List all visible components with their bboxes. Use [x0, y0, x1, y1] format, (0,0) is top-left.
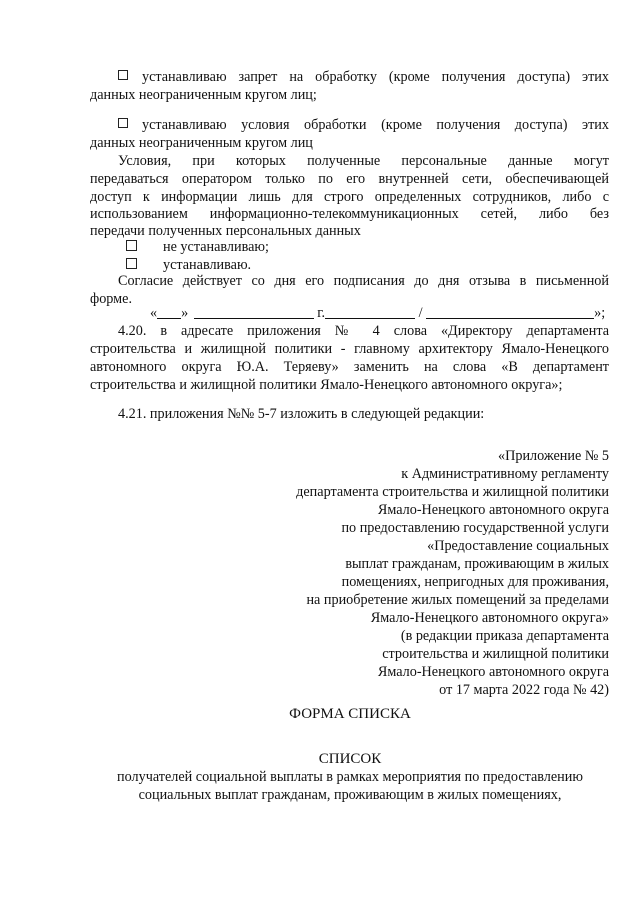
- conditions-line-1: Условия, при которых полученные персональные данные могут: [118, 153, 609, 169]
- month-blank: [194, 305, 314, 319]
- item-4-21: 4.21. приложения №№ 5-7 изложить в следующей редакции:: [118, 406, 485, 422]
- option-1-line-1: устанавливаю запрет на обработку (кроме получения доступа) этих: [118, 68, 609, 86]
- appendix-line: Ямало-Ненецкого автономного округа: [377, 502, 609, 518]
- signature-date-line-full: « » г. / »;: [150, 305, 606, 321]
- option-1-line-2: данных неограниченным кругом лиц;: [90, 87, 317, 103]
- checkbox-icon: [118, 70, 128, 80]
- form-title: ФОРМА СПИСКА: [289, 706, 411, 722]
- checkbox-icon: [126, 258, 137, 269]
- consent-line-1: Согласие действует со дня его подписания до дня отзыва в письменной: [118, 273, 609, 289]
- appendix-line: Ямало-Ненецкого автономного округа: [377, 664, 609, 680]
- appendix-line: Ямало-Ненецкого автономного округа»: [370, 610, 609, 626]
- item-4-20-line-2: строительства и жилищной политики - главному архитектору Ямало-Ненецкого: [90, 341, 609, 357]
- appendix-line: (в редакции приказа департамента: [400, 628, 609, 644]
- choice-not-set: не устанавливаю;: [126, 238, 269, 256]
- appendix-line: от 17 марта 2022 года № 42): [439, 682, 609, 698]
- consent-line-2: форме.: [90, 291, 132, 307]
- option-2-line-2: данных неограниченным кругом лиц: [90, 135, 313, 151]
- conditions-line-4: использованием информационно-телекоммуникационных сетей, либо без: [90, 206, 609, 222]
- option-2-line-1: устанавливаю условия обработки (кроме получения доступа) этих: [118, 116, 609, 134]
- appendix-line: на приобретение жилых помещений за пределами: [306, 592, 609, 608]
- appendix-line: «Предоставление социальных: [427, 538, 609, 554]
- conditions-line-5: передачи полученных персональных данных: [90, 223, 361, 239]
- appendix-line: помещениях, непригодных для проживания,: [341, 574, 609, 590]
- signature-blank: [325, 305, 415, 319]
- conditions-line-3: доступ к информации лишь для строго определенных сотрудников, либо с: [90, 189, 609, 205]
- item-4-20-line-3: автономного округа Ю.А. Теряеву» заменить на слова «В департамент: [90, 359, 609, 375]
- appendix-line: «Приложение № 5: [498, 448, 609, 464]
- checkbox-icon: [126, 240, 137, 251]
- appendix-line: по предоставлению государственной услуги: [341, 520, 609, 536]
- list-title: СПИСОК: [318, 751, 382, 767]
- checkbox-icon: [118, 118, 128, 128]
- appendix-line: строительства и жилищной политики: [382, 646, 609, 662]
- choice-set: устанавливаю.: [126, 256, 251, 274]
- name-blank: [426, 305, 594, 319]
- list-subtitle-line-2: социальных выплат гражданам, проживающим в жилых помещениях,: [138, 787, 562, 803]
- conditions-line-2: передаваться оператором только по его внутренней сети, обеспечивающей: [90, 171, 609, 187]
- item-4-20-line-4: строительства и жилищной политики Ямало-Ненецкого автономного округа»;: [90, 377, 563, 393]
- item-4-20-line-1: 4.20. в адресате приложения № 4 слова «Директору департамента: [118, 323, 609, 339]
- appendix-line: к Административному регламенту: [401, 466, 609, 482]
- appendix-line: департамента строительства и жилищной политики: [296, 484, 609, 500]
- list-subtitle-line-1: получателей социальной выплаты в рамках мероприятия по предоставлению: [117, 769, 583, 785]
- appendix-line: выплат гражданам, проживающим в жилых: [345, 556, 609, 572]
